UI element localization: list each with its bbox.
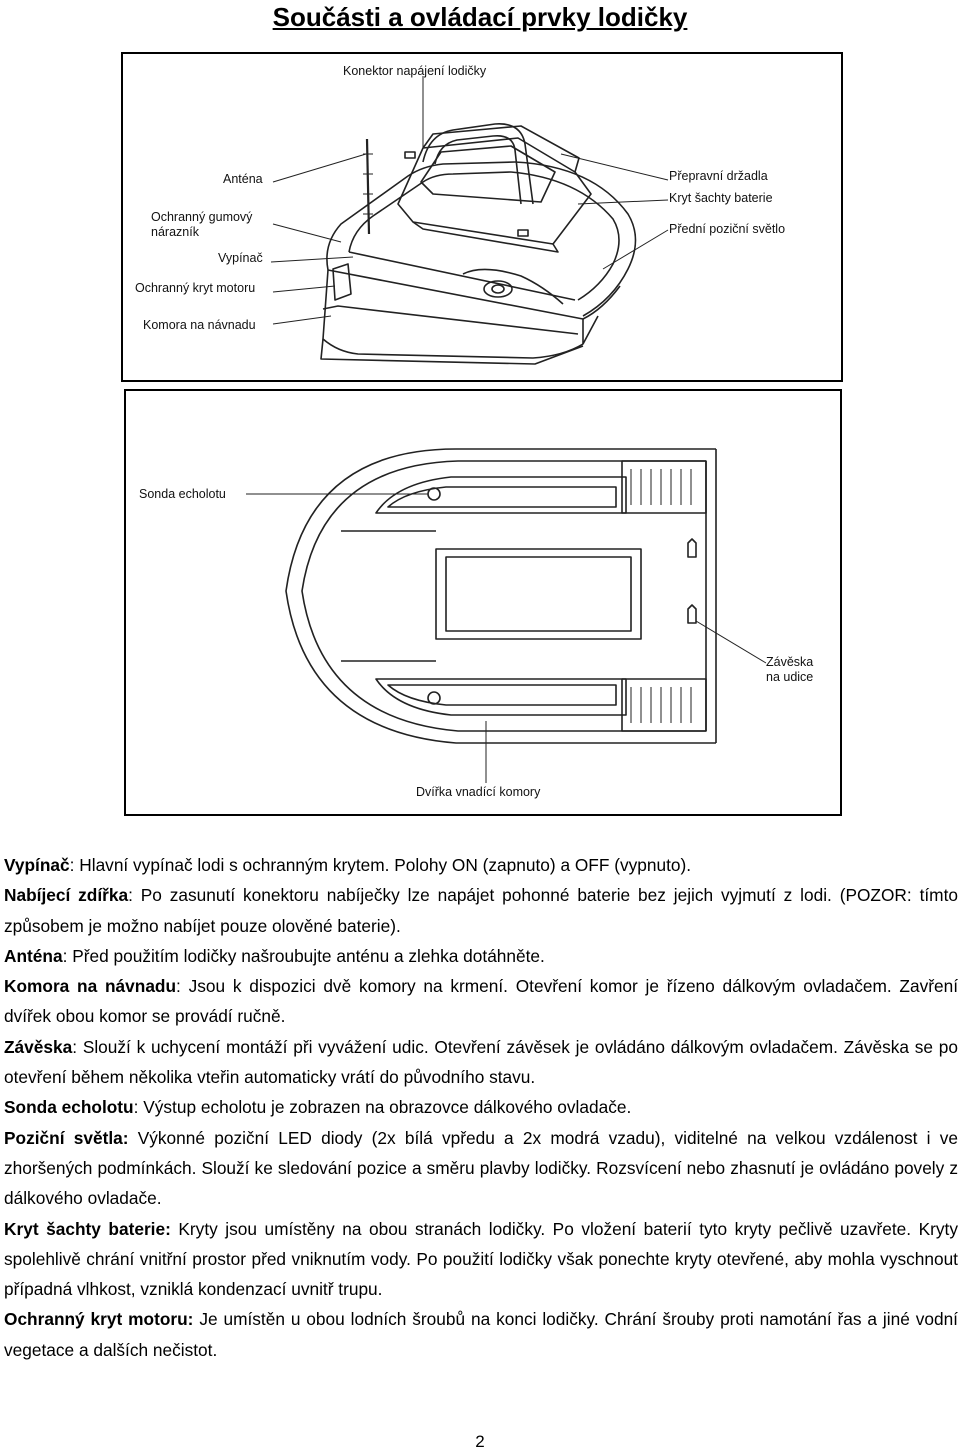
term: Ochranný kryt motoru:	[4, 1309, 194, 1330]
separator	[129, 1128, 138, 1148]
boat-top-drawing	[126, 391, 840, 814]
label-antenna: Anténa	[223, 172, 263, 186]
page-number: 2	[475, 1432, 485, 1451]
separator: :	[176, 976, 189, 997]
paragraph-position-lights	[4, 1123, 958, 1214]
description: Je umístěn u obou lodních šroubů na konci lodičky. Chrání šrouby proti namotání řas a jiné vodní vegetace a dalších nečistot.	[4, 1309, 958, 1360]
paragraph-antenna	[4, 941, 958, 971]
separator: :	[69, 855, 80, 875]
label-switch: Vypínač	[218, 251, 263, 265]
description: Výkonné poziční LED diody (2x bílá vpředu a 2x modrá vzadu), viditelné na velkou vzdálenost i ve zhoršených podmínkách. Slouží ke sledování pozice a směru plavby lodičky. Rozsvícení nebo zhasnutí je ovládáno povely z dálkového ovladače.	[4, 1127, 958, 1209]
term: Komora na návnadu	[4, 976, 177, 997]
term: Nabíjecí zdířka	[4, 885, 129, 906]
paragraph-switch	[4, 850, 958, 880]
term: Vypínač	[4, 855, 70, 875]
label-front-light: Přední poziční světlo	[669, 222, 786, 236]
description: Po zasunutí konektoru nabíječky lze napájet pohonné baterie bez jejich vyjmutí z lodi. (POZOR: tímto způsobem je možno nabíjet pouze olověné baterie).	[4, 885, 958, 936]
term: Anténa	[4, 945, 63, 966]
page-title: Součásti a ovládací prvky lodičky	[272, 2, 688, 32]
description: Před použitím lodičky našroubujte anténu a zlehka dotáhněte.	[72, 945, 545, 966]
description: Kryty jsou umístěny na obou stranách lodičky. Po vložení baterií tyto kryty pečlivě uzavřete. Kryty spolehlivě chrání vnitřní prostor před vniknutím vody. Po použití lodičky však ponechte kryty otevřené, aby mohla vyschnout případná vlhkost, vzniklá kondenzací uvnitř trupu.	[4, 1218, 958, 1300]
label-bait-door: Dvířka vnadící komory	[416, 785, 541, 799]
boat-top-view-figure	[124, 389, 842, 816]
separator: :	[72, 1036, 83, 1057]
description: Jsou k dispozici dvě komory na krmení. Otevření komor je řízeno dálkovým ovladačem. Zavření dvířek obou komor se provádí ručně.	[4, 976, 959, 1027]
boat-perspective-figure	[121, 52, 843, 382]
label-hanger: Závěska na udice	[766, 655, 814, 684]
separator: :	[62, 945, 73, 966]
paragraph-sonar	[4, 1092, 958, 1122]
paragraph-bait-chamber	[4, 971, 958, 1032]
description: Výstup echolotu je zobrazen na obrazovce dálkového ovladače.	[143, 1097, 632, 1118]
description-text	[4, 850, 958, 1365]
label-sonar: Sonda echolotu	[139, 487, 226, 501]
paragraph-hanger	[4, 1032, 958, 1093]
label-bait-chamber: Komora na návnadu	[143, 318, 256, 332]
paragraph-motor-cover	[4, 1304, 958, 1365]
label-connector: Konektor napájení lodičky	[343, 64, 487, 78]
description: Slouží k uchycení montáží při vyvážení udic. Otevření závěsek je ovládáno dálkovým ovladačem. Závěska se po otevření během několika vteřin automaticky vrátí do původního stavu.	[4, 1036, 958, 1088]
label-battery-cover: Kryt šachty baterie	[669, 191, 773, 205]
description: Hlavní vypínač lodi s ochranným krytem. Polohy ON (zapnuto) a OFF (vypnuto).	[79, 855, 692, 875]
paragraph-battery-cover	[4, 1214, 958, 1305]
label-bumper: Ochranný gumový nárazník	[151, 210, 253, 239]
label-motor-cover: Ochranný kryt motoru	[135, 281, 256, 295]
paragraph-charging-socket	[4, 880, 958, 941]
term: Sonda echolotu	[4, 1097, 134, 1118]
term: Kryt šachty baterie:	[4, 1218, 171, 1239]
separator: :	[133, 1097, 144, 1118]
term: Závěska	[4, 1036, 73, 1057]
term: Poziční světla:	[4, 1127, 129, 1148]
separator: :	[128, 885, 141, 906]
label-handles: Přepravní držadla	[669, 169, 768, 183]
